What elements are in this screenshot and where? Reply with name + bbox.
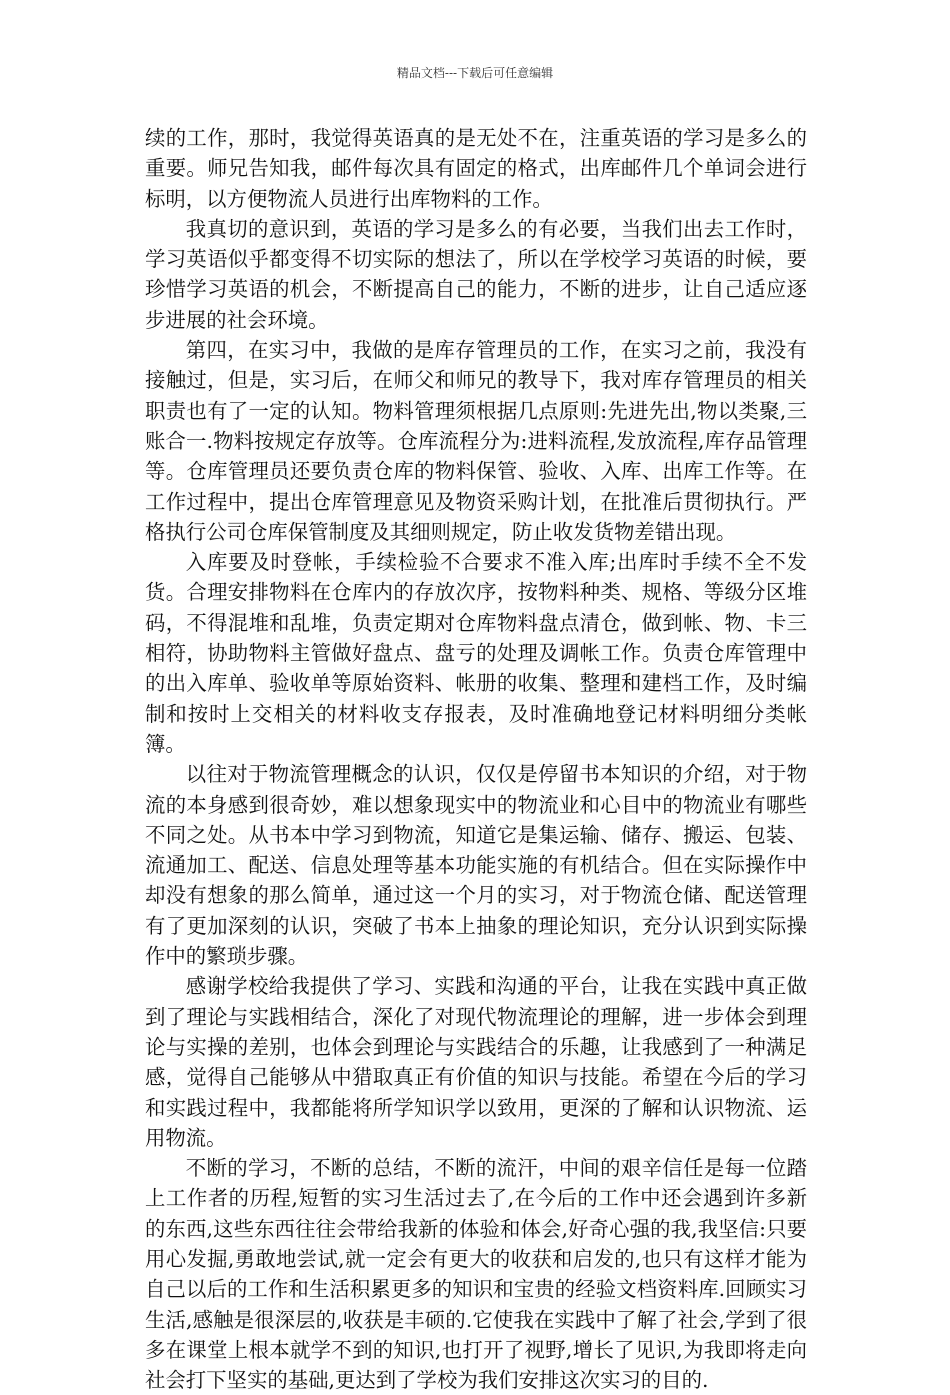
paragraph-gratitude: 感谢学校给我提供了学习、实践和沟通的平台，让我在实践中真正做到了理论与实践相结合，深化了对现代物流理论的理解，进一步体会到理论与实操的差别，也体会到理论与实践结合的乐趣，让我感到了一种满足感，觉得自己能够从中猎取真正有价值的知识与技能。希望在今后的学习和实践过程中，我都能将所学知识学以致用，更深的了解和认识物流、运用物流。: [145, 974, 807, 1150]
paragraph-warehouse-procedures: 入库要及时登帐，手续检验不合要求不准入库;出库时手续不全不发货。合理安排物料在仓库内的存放次序，按物料种类、规格、等级分区堆码，不得混堆和乱堆，负责定期对仓库物料盘点清仓，做到帐、物、卡三相符，协助物料主管做好盘点、盘亏的处理及调帐工作。负责仓库管理中的出入库单、验收单等原始资料、帐册的收集、整理和建档工作，及时编制和按时上交相关的材料收支存报表，及时准确地登记材料明细分类帐簿。: [145, 550, 807, 756]
paragraph-logistics-understanding: 以往对于物流管理概念的认识，仅仅是停留书本知识的介绍，对于物流的本身感到很奇妙，难以想象现实中的物流业和心目中的物流业有哪些不同之处。从书本中学习到物流，知道它是集运输、储存、搬运、包装、流通加工、配送、信息处理等基本功能实施的有机结合。但在实际操作中却没有想象的那么简单，通过这一个月的实习，对于物流仓储、配送管理有了更加深刻的认识，突破了书本上抽象的理论知识，充分认识到实际操作中的繁琐步骤。: [145, 762, 807, 969]
paragraph-english-importance: 我真切的意识到，英语的学习是多么的有必要，当我们出去工作时，学习英语似乎都变得不切实际的想法了，所以在学校学习英语的时候，要珍惜学习英语的机会，不断提高自己的能力，不断的进步，让自己适应逐步进展的社会环境。: [145, 216, 807, 332]
document-body: [145, 123, 807, 1395]
page-header: 精品文档---下载后可任意编辑: [396, 66, 554, 80]
paragraph-conclusion: 不断的学习，不断的总结，不断的流汗，中间的艰辛信任是每一位踏上工作者的历程,短暂的实习生活过去了,在今后的工作中还会遇到许多新的东西,这些东西往往会带给我新的体验和体会,好奇心强的我,我坚信:只要用心发掘,勇敢地尝试,就一定会有更大的收获和启发的,也只有这样才能为自己以后的工作和生活积累更多的知识和宝贵的经验文档资料库.回顾实习生活,感触是很深层的,收获是丰硕的.它使我在实践中了解了社会,学到了很多在课堂上根本就学不到的知识,也打开了视野,增长了见识,为我即将走向社会打下坚实的基础,更达到了学校为我们安排这次实习的目的.: [145, 1156, 807, 1393]
paragraph-continuation: 续的工作，那时，我觉得英语真的是无处不在，注重英语的学习是多么的重要。师兄告知我，邮件每次具有固定的格式，出库邮件几个单词会进行标明，以方便物流人员进行出库物料的工作。: [145, 126, 807, 211]
paragraph-inventory-role: 第四，在实习中，我做的是库存管理员的工作，在实习之前，我没有接触过，但是，实习后，在师父和师兄的教导下，我对库存管理员的相关职责也有了一定的认知。物料管理须根据几点原则:先进先出,物以类聚,三账合一.物料按规定存放等。仓库流程分为:进料流程,发放流程,库存品管理等。仓库管理员还要负责仓库的物料保管、验收、入库、出库工作等。在工作过程中，提出仓库管理意见及物资采购计划，在批准后贯彻执行。严格执行公司仓库保管制度及其细则规定，防止收发货物差错出现。: [145, 338, 807, 544]
